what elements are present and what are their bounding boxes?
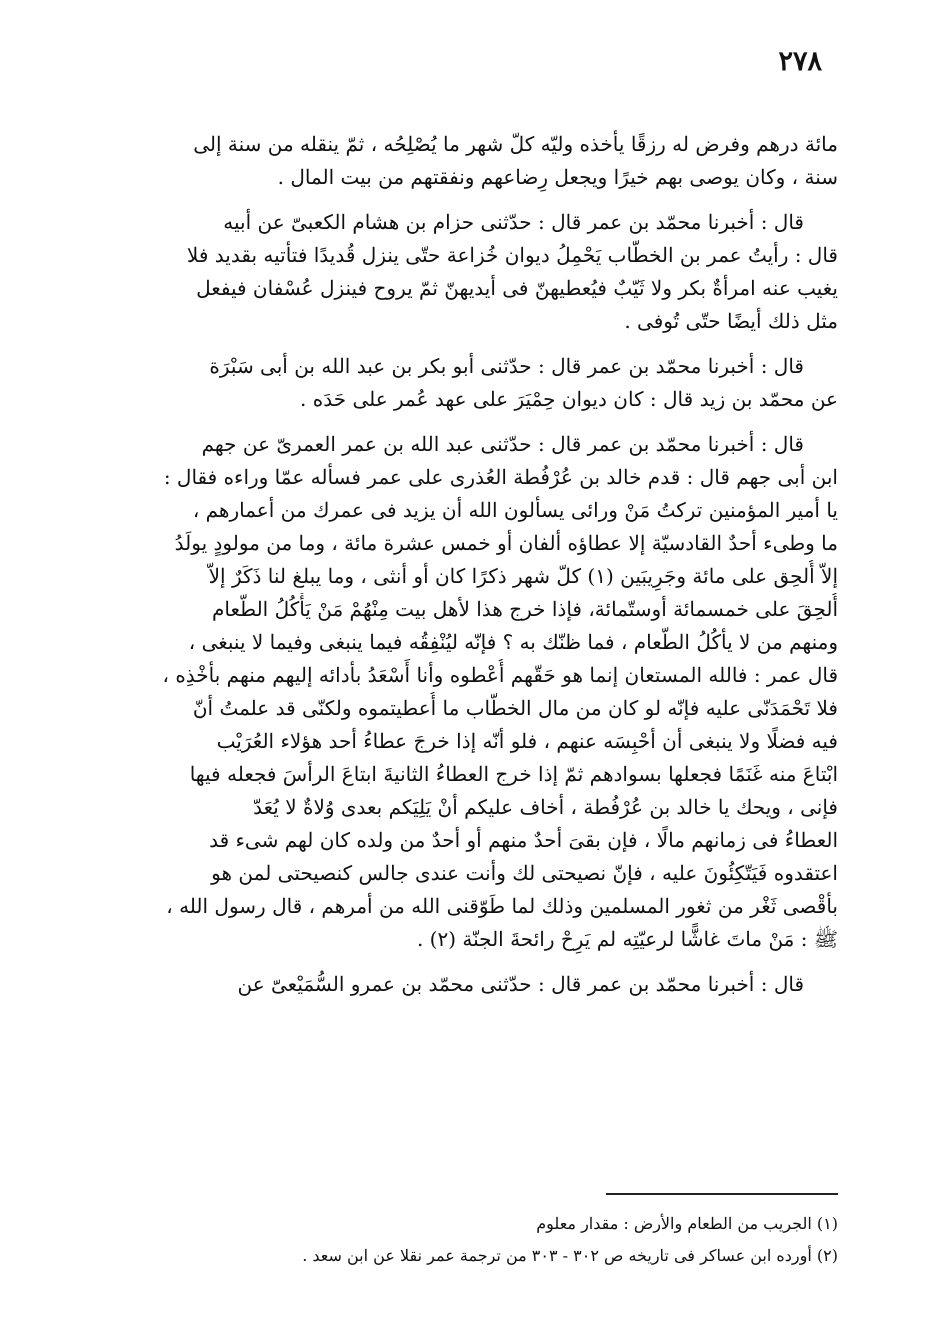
- text-line: ومنهم من لا يأكُلُ الطّعام ، فما ظنّك به ؟ فإنّه ليُنْفِقُه فيما ينبغى وفيما لا ينبغى ،: [188, 630, 838, 654]
- text-line: فيه فضلًا ولا ينبغى أن أحْبِسَه عنهم ، فلو أنّه إذا خرجَ عطاءُ أحد هؤلاء العُرَيْب: [216, 729, 838, 753]
- paragraph-4: [116, 428, 838, 956]
- text-line: قال : رأيتُ عمر بن الخطّاب يَحْمِلُ ديوان خُزاعة حتّى ينزل قُديدًا فتأتيه بقديد فلا: [186, 243, 838, 267]
- text-line: بأقْصى ثَغْر من ثغور المسلمين وذلك لما طَوّقنى الله من أمرهم ، قال رسول الله ،: [166, 894, 838, 918]
- text-line: قال : أخبرنا محمّد بن عمر قال : حدّثنى عبد الله بن عمر العمرىّ عن جهم: [201, 432, 804, 456]
- page-number: ٢٧٨: [778, 46, 822, 77]
- text-line: مثل ذلك أيضًا حتّى تُوفى .: [624, 309, 838, 333]
- body-text: [116, 128, 838, 1013]
- text-line: ما وطىء أحدٌ القادسيّة إلا عطاؤه ألفان أو خمس عشرة مائة ، وما من مولودٍ يولَدُ: [174, 531, 838, 555]
- text-line: أُلحِقَ على خمسمائة أوستّمائة، فإذا خرج هذا لأهل بيت مِنْهُمْ مَنْ يَأْكُلُ الطّعام: [212, 597, 838, 621]
- text-line: مائة درهم وفرض له رزقًا يأخذه وليّه كلّ شهر ما يُصْلِحُه ، ثمّ ينقله من سنة إلى: [193, 132, 838, 156]
- text-line: يغيب عنه امرأةٌ بكر ولا ثَيّبٌ فيُعطيهنّ فى أيديهنّ ثمّ يروح فينزل عُسْفان فيفعل: [196, 276, 838, 300]
- text-line: ﷺ : مَنْ ماتَ غاشًّا لرعيّتِه لم يَرِحْ رائحةَ الجنّة (٢) .: [416, 927, 838, 951]
- footnote-divider: [606, 1193, 838, 1195]
- paragraph-5: [116, 968, 838, 1001]
- text-line: ابن أبى جهم قال : قدم خالد بن عُرْفُطة العُذرى على عمر فسأله عمّا وراءه فقال :: [163, 465, 838, 489]
- text-line: العطاءُ فى زمانهم مالًا ، فإن بقىَ أحدٌ منهم أو أحدٌ من ولده كان لهم شىء قد: [209, 828, 838, 852]
- text-line: يا أمير المؤمنين تركتُ مَنْ ورائى يسألون الله أن يزيد فى عمرك من أعمارهم ،: [192, 498, 838, 522]
- text-line: فلا تَحْمَدَنّى عليه فإنّه لو كان من مال الخطّاب ما أُعطيتموه ولكنّى قد علمتُ أنّ: [192, 696, 838, 720]
- text-line: سنة ، وكان يوصى بهم خيرًا ويجعل رِضاعهم ونفقتهم من بيت المال .: [277, 165, 838, 189]
- text-line: قال : أخبرنا محمّد بن عمر قال : حدّثنى محمّد بن عمرو السُّمَيْعىّ عن: [237, 972, 804, 996]
- text-line: ابْتاعَ منه غَنَمًا فجعلها بسوادهم ثمّ إذا خرج العطاءُ الثانيةَ ابتاعَ الرأسَ فجعله فيها: [189, 762, 838, 786]
- text-line: إلاّ أُلحِق على مائة وجَرِيبَين (١) كلّ شهر ذكرًا كان أو أنثى ، وما يبلغ لنا ذَكَرٌ إلاّ: [208, 564, 838, 588]
- text-line: فإنى ، ويحك يا خالد بن عُرْفُطة ، أخاف عليكم أنْ يَلِيَكم بعدى وُلاةٌ لا يُعَدّ: [253, 795, 838, 819]
- paragraph-2: [116, 206, 838, 338]
- paragraph-1: [116, 128, 838, 194]
- footnotes: [116, 1208, 838, 1272]
- paragraph-3: [116, 350, 838, 416]
- text-line: عن محمّد بن زيد قال : كان ديوان حِمْيَرَ على عهد عُمر على حَدَه .: [300, 387, 838, 411]
- footnote-1: (١) الجريب من الطعام والأرض : مقدار معلوم: [536, 1214, 838, 1233]
- text-line: قال عمر : فالله المستعان إنما هو حَقّهم أُعْطوه وأنا أَسْعَدُ بأدائه إليهم منهم بأخْذِه ،: [162, 663, 838, 687]
- footnote-2: (٢) أورده ابن عساكر فى تاريخه ص ٣٠٢ - ٣٠٣ من ترجمة عمر نقلا عن ابن سعد .: [302, 1246, 838, 1265]
- text-line: قال : أخبرنا محمّد بن عمر قال : حدّثنى حزام بن هشام الكعبىّ عن أبيه: [223, 210, 804, 234]
- text-line: قال : أخبرنا محمّد بن عمر قال : حدّثنى أبو بكر بن عبد الله بن أبى سَبْرَة: [209, 354, 804, 378]
- text-line: اعتقدوه فَيَتّكِئُونَ عليه ، فإنّ نصيحتى لك وأنت عندى جالس كنصيحتى لمن هو: [211, 861, 838, 885]
